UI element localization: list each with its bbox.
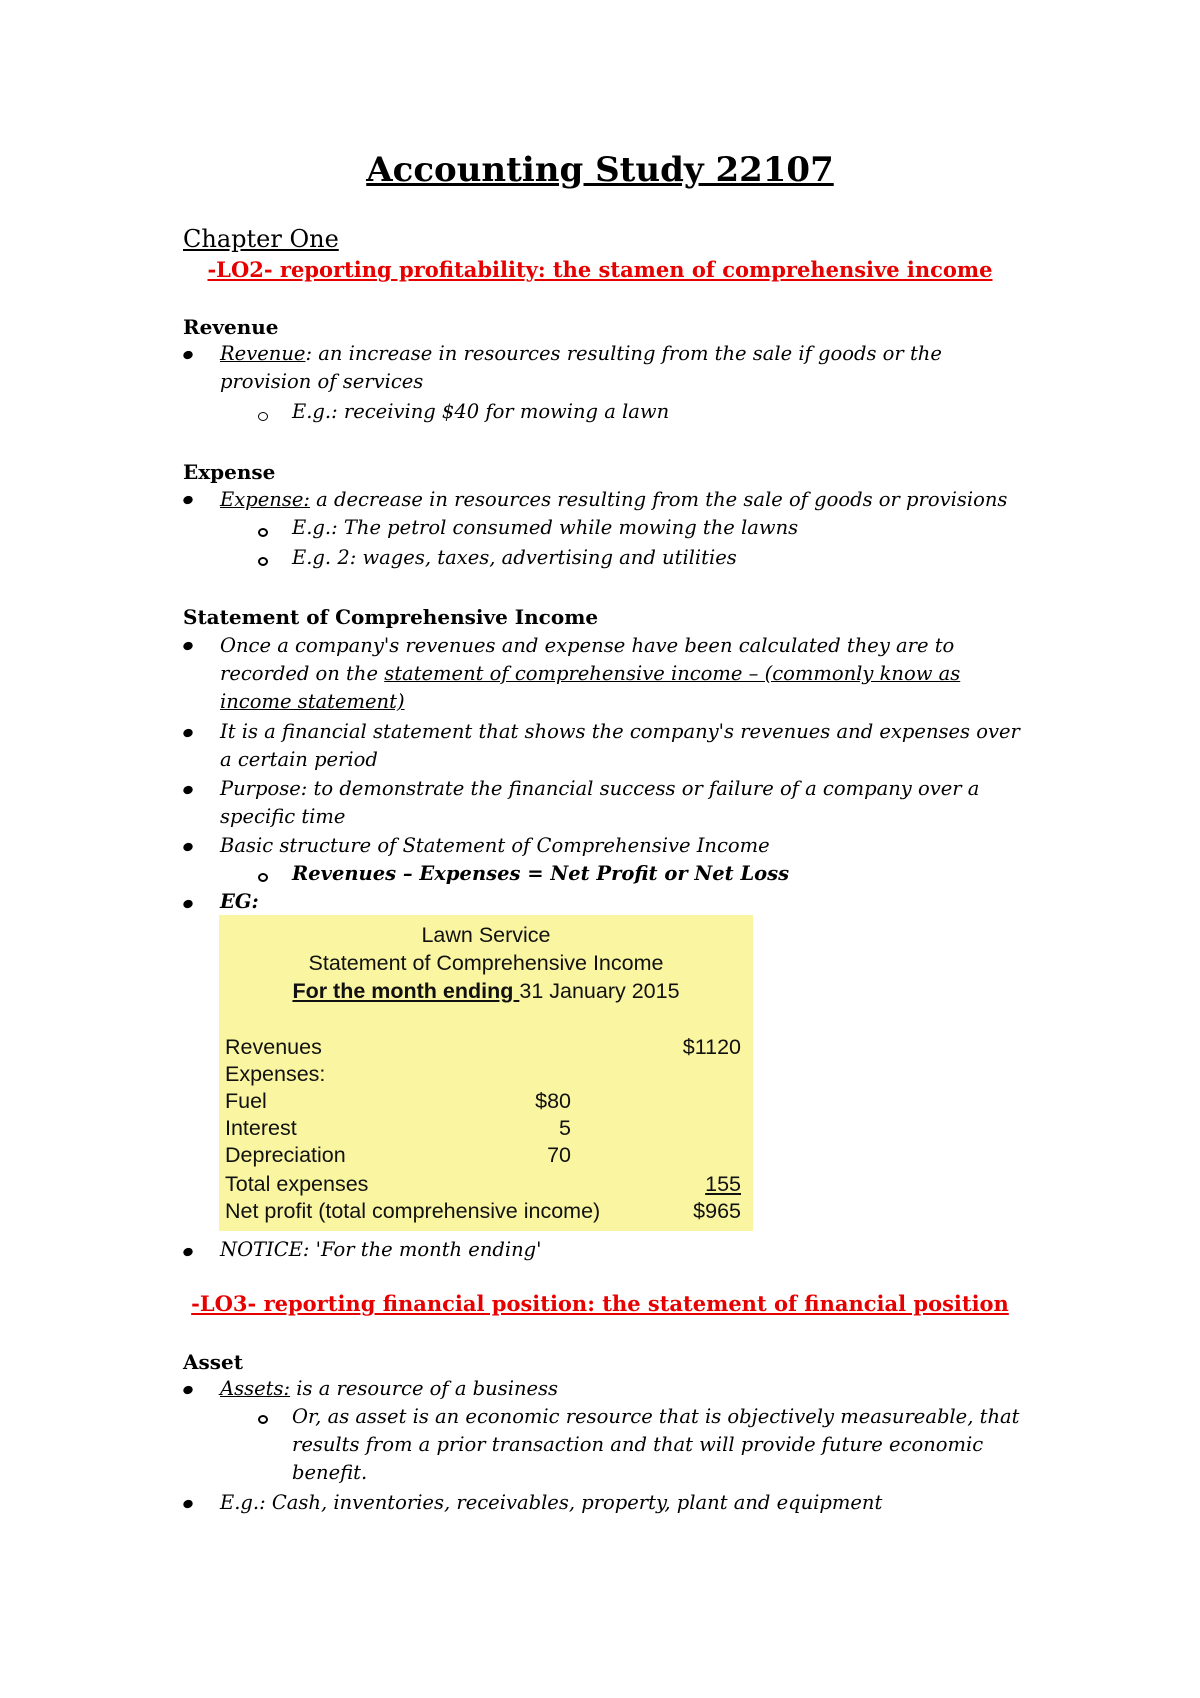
- bullet-icon: [182, 728, 194, 739]
- sci-bullet-1-cont: recorded on the statement of comprehensive income – (commonly know as: [220, 662, 961, 685]
- bullet-icon: [182, 899, 194, 910]
- lo3-heading: -LO3- reporting financial position: the statement of financial position: [191, 1291, 1009, 1316]
- bullet-icon: [182, 350, 194, 361]
- statement-row: Total expenses 155: [225, 1172, 741, 1196]
- revenue-definition-cont: provision of services: [220, 370, 424, 393]
- expense-example-1: E.g.: The petrol consumed while mowing the lawns: [292, 516, 799, 539]
- bullet-icon: [182, 641, 194, 652]
- sub-bullet-icon: [258, 557, 268, 566]
- expense-term: Expense:: [220, 488, 310, 511]
- sci-notice: NOTICE: 'For the month ending': [220, 1238, 542, 1261]
- chapter-heading: Chapter One: [183, 225, 339, 253]
- expense-heading: Expense: [183, 460, 276, 484]
- sci-eg-label: EG:: [220, 890, 259, 913]
- sci-bullet-2-cont: a certain period: [220, 748, 378, 771]
- sci-bullet-1-cont2: income statement): [220, 690, 405, 713]
- sci-formula: Revenues – Expenses = Net Profit or Net Loss: [292, 862, 790, 885]
- bullet-icon: [182, 495, 194, 506]
- statement-name: Statement of Comprehensive Income: [308, 951, 664, 975]
- sub-bullet-icon: [258, 1415, 268, 1424]
- revenue-heading: Revenue: [183, 315, 279, 339]
- statement-row: Net profit (total comprehensive income) $965: [225, 1199, 741, 1223]
- statement-row: Revenues $1120: [225, 1035, 741, 1059]
- statement-row: Expenses:: [225, 1062, 326, 1086]
- income-statement-term: statement of comprehensive income – (commonly know as: [384, 662, 961, 685]
- revenue-example: E.g.: receiving $40 for mowing a lawn: [292, 400, 670, 423]
- statement-period: For the month ending 31 January 2015: [292, 979, 680, 1003]
- bullet-icon: [182, 1247, 194, 1258]
- revenue-term: Revenue: [220, 342, 306, 365]
- expense-example-2: E.g. 2: wages, taxes, advertising and utilities: [292, 546, 737, 569]
- asset-term: Assets:: [220, 1377, 291, 1400]
- sub-bullet-icon: [258, 873, 268, 882]
- asset-sub-1: Or, as asset is an economic resource that is objectively measureable, that: [292, 1405, 1020, 1428]
- asset-definition: Assets: is a resource of a business: [220, 1377, 559, 1400]
- lo2-heading: -LO2- reporting profitability: the stamen of comprehensive income: [207, 257, 993, 282]
- sub-bullet-icon: [258, 528, 268, 537]
- bullet-icon: [182, 1499, 194, 1510]
- asset-sub-1-cont2: benefit.: [292, 1461, 368, 1484]
- asset-heading: Asset: [183, 1350, 243, 1374]
- sub-bullet-icon: [258, 412, 268, 421]
- income-statement-example: [219, 915, 753, 1231]
- bullet-icon: [182, 1385, 194, 1396]
- sci-bullet-3: Purpose: to demonstrate the financial success or failure of a company over a: [220, 777, 980, 800]
- bullet-icon: [182, 842, 194, 853]
- sci-bullet-2: It is a financial statement that shows the company's revenues and expenses over: [220, 720, 1020, 743]
- statement-row: Fuel $80: [225, 1089, 571, 1113]
- revenue-definition: Revenue: an increase in resources resulting from the sale if goods or the: [220, 342, 942, 365]
- statement-company: Lawn Service: [421, 923, 551, 947]
- asset-example: E.g.: Cash, inventories, receivables, property, plant and equipment: [220, 1491, 883, 1514]
- expense-definition: Expense: a decrease in resources resulting from the sale of goods or provisions: [220, 488, 1008, 511]
- asset-sub-1-cont: results from a prior transaction and that will provide future economic: [292, 1433, 984, 1456]
- sci-bullet-4: Basic structure of Statement of Comprehensive Income: [220, 834, 770, 857]
- statement-row: Depreciation 70: [225, 1143, 571, 1167]
- sci-heading: Statement of Comprehensive Income: [183, 605, 599, 629]
- bullet-icon: [182, 785, 194, 796]
- sci-bullet-3-cont: specific time: [220, 805, 346, 828]
- sci-bullet-1: Once a company's revenues and expense have been calculated they are to: [220, 634, 955, 657]
- statement-row: Interest 5: [225, 1116, 571, 1140]
- page-title: Accounting Study 22107: [366, 150, 834, 190]
